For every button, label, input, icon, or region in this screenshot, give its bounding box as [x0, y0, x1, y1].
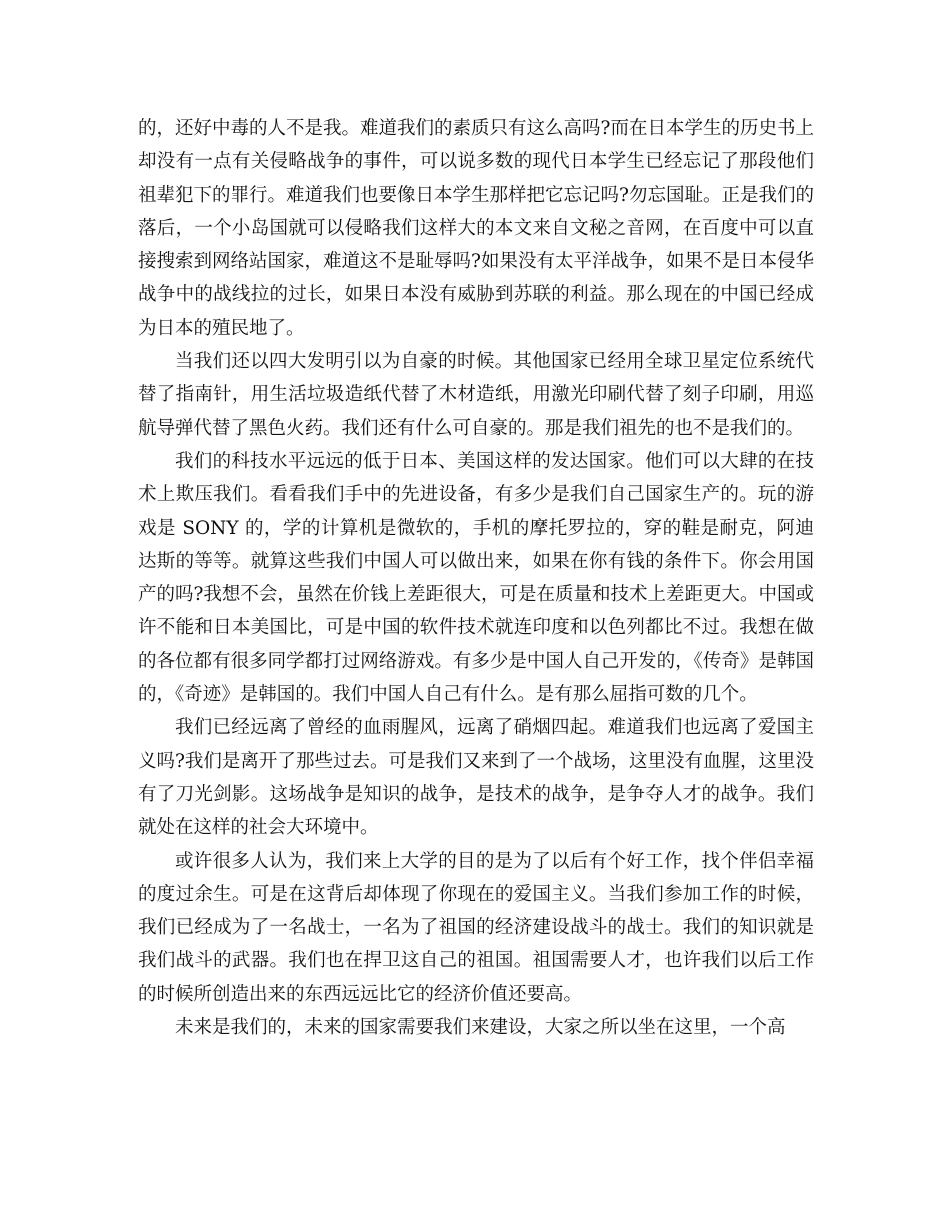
- paragraph-4: 我们已经远离了曾经的血雨腥风，远离了硝烟四起。难道我们也远离了爱国主义吗?我们是离开了那些过去。可是我们又来到了一个战场，这里没有血腥，这里没有了刀光剑影。这场战争是知识的战争，是技术的战争，是争夺人才的战争。我们就处在这样的社会大环境中。: [138, 717, 814, 839]
- document-body: [138, 112, 814, 1044]
- paragraph-6: 未来是我们的，未来的国家需要我们来建设，大家之所以坐在这里，一个高: [175, 1017, 786, 1039]
- paragraph-3: 我们的科技水平远远的低于日本、美国这样的发达国家。他们可以大肆的在技术上欺压我们。看看我们手中的先进设备，有多少是我们自己国家生产的。玩的游戏是 SONY 的，学的计算机是微软的，手机的摩托罗拉的，穿的鞋是耐克，阿迪达斯的等等。就算这些我们中国人可以做出来，如果在你有钱的条件下。你会用国产的吗?我想不会，虽然在价钱上差距很大，可是在质量和技术上差距更大。中国或许不能和日本美国比，可是中国的软件技术就连印度和以色列都比不过。我想在做的各位都有很多同学都打过网络游戏。有多少是中国人自己开发的，《传奇》是韩国的，《奇迹》是韩国的。我们中国人自己有什么。是有那么屈指可数的几个。: [138, 450, 814, 706]
- paragraph-2: 当我们还以四大发明引以为自豪的时候。其他国家已经用全球卫星定位系统代替了指南针，用生活垃圾造纸代替了木材造纸，用激光印刷代替了刻子印刷，用巡航导弹代替了黑色火药。我们还有什么可自豪的。那是我们祖先的也不是我们的。: [138, 351, 814, 439]
- paragraph-5: 或许很多人认为，我们来上大学的目的是为了以后有个好工作，找个伴侣幸福的度过余生。可是在这背后却体现了你现在的爱国主义。当我们参加工作的时候，我们已经成为了一名战士，一名为了祖国的经济建设战斗的战士。我们的知识就是我们战斗的武器。我们也在捍卫这自己的祖国。祖国需要人才，也许我们以后工作的时候所创造出来的东西远远比它的经济价值还要高。: [138, 850, 814, 1005]
- paragraph-1: 的，还好中毒的人不是我。难道我们的素质只有这么高吗?而在日本学生的历史书上却没有一点有关侵略战争的事件，可以说多数的现代日本学生已经忘记了那段他们祖辈犯下的罪行。难道我们也要像日本学生那样把它忘记吗?勿忘国耻。正是我们的落后，一个小岛国就可以侵略我们这样大的本文来自文秘之音网，在百度中可以直接搜索到网络站国家，难道这不是耻辱吗?如果没有太平洋战争，如果不是日本侵华战争中的战线拉的过长，如果日本没有威胁到苏联的利益。那么现在的中国已经成为日本的殖民地了。: [138, 118, 814, 339]
